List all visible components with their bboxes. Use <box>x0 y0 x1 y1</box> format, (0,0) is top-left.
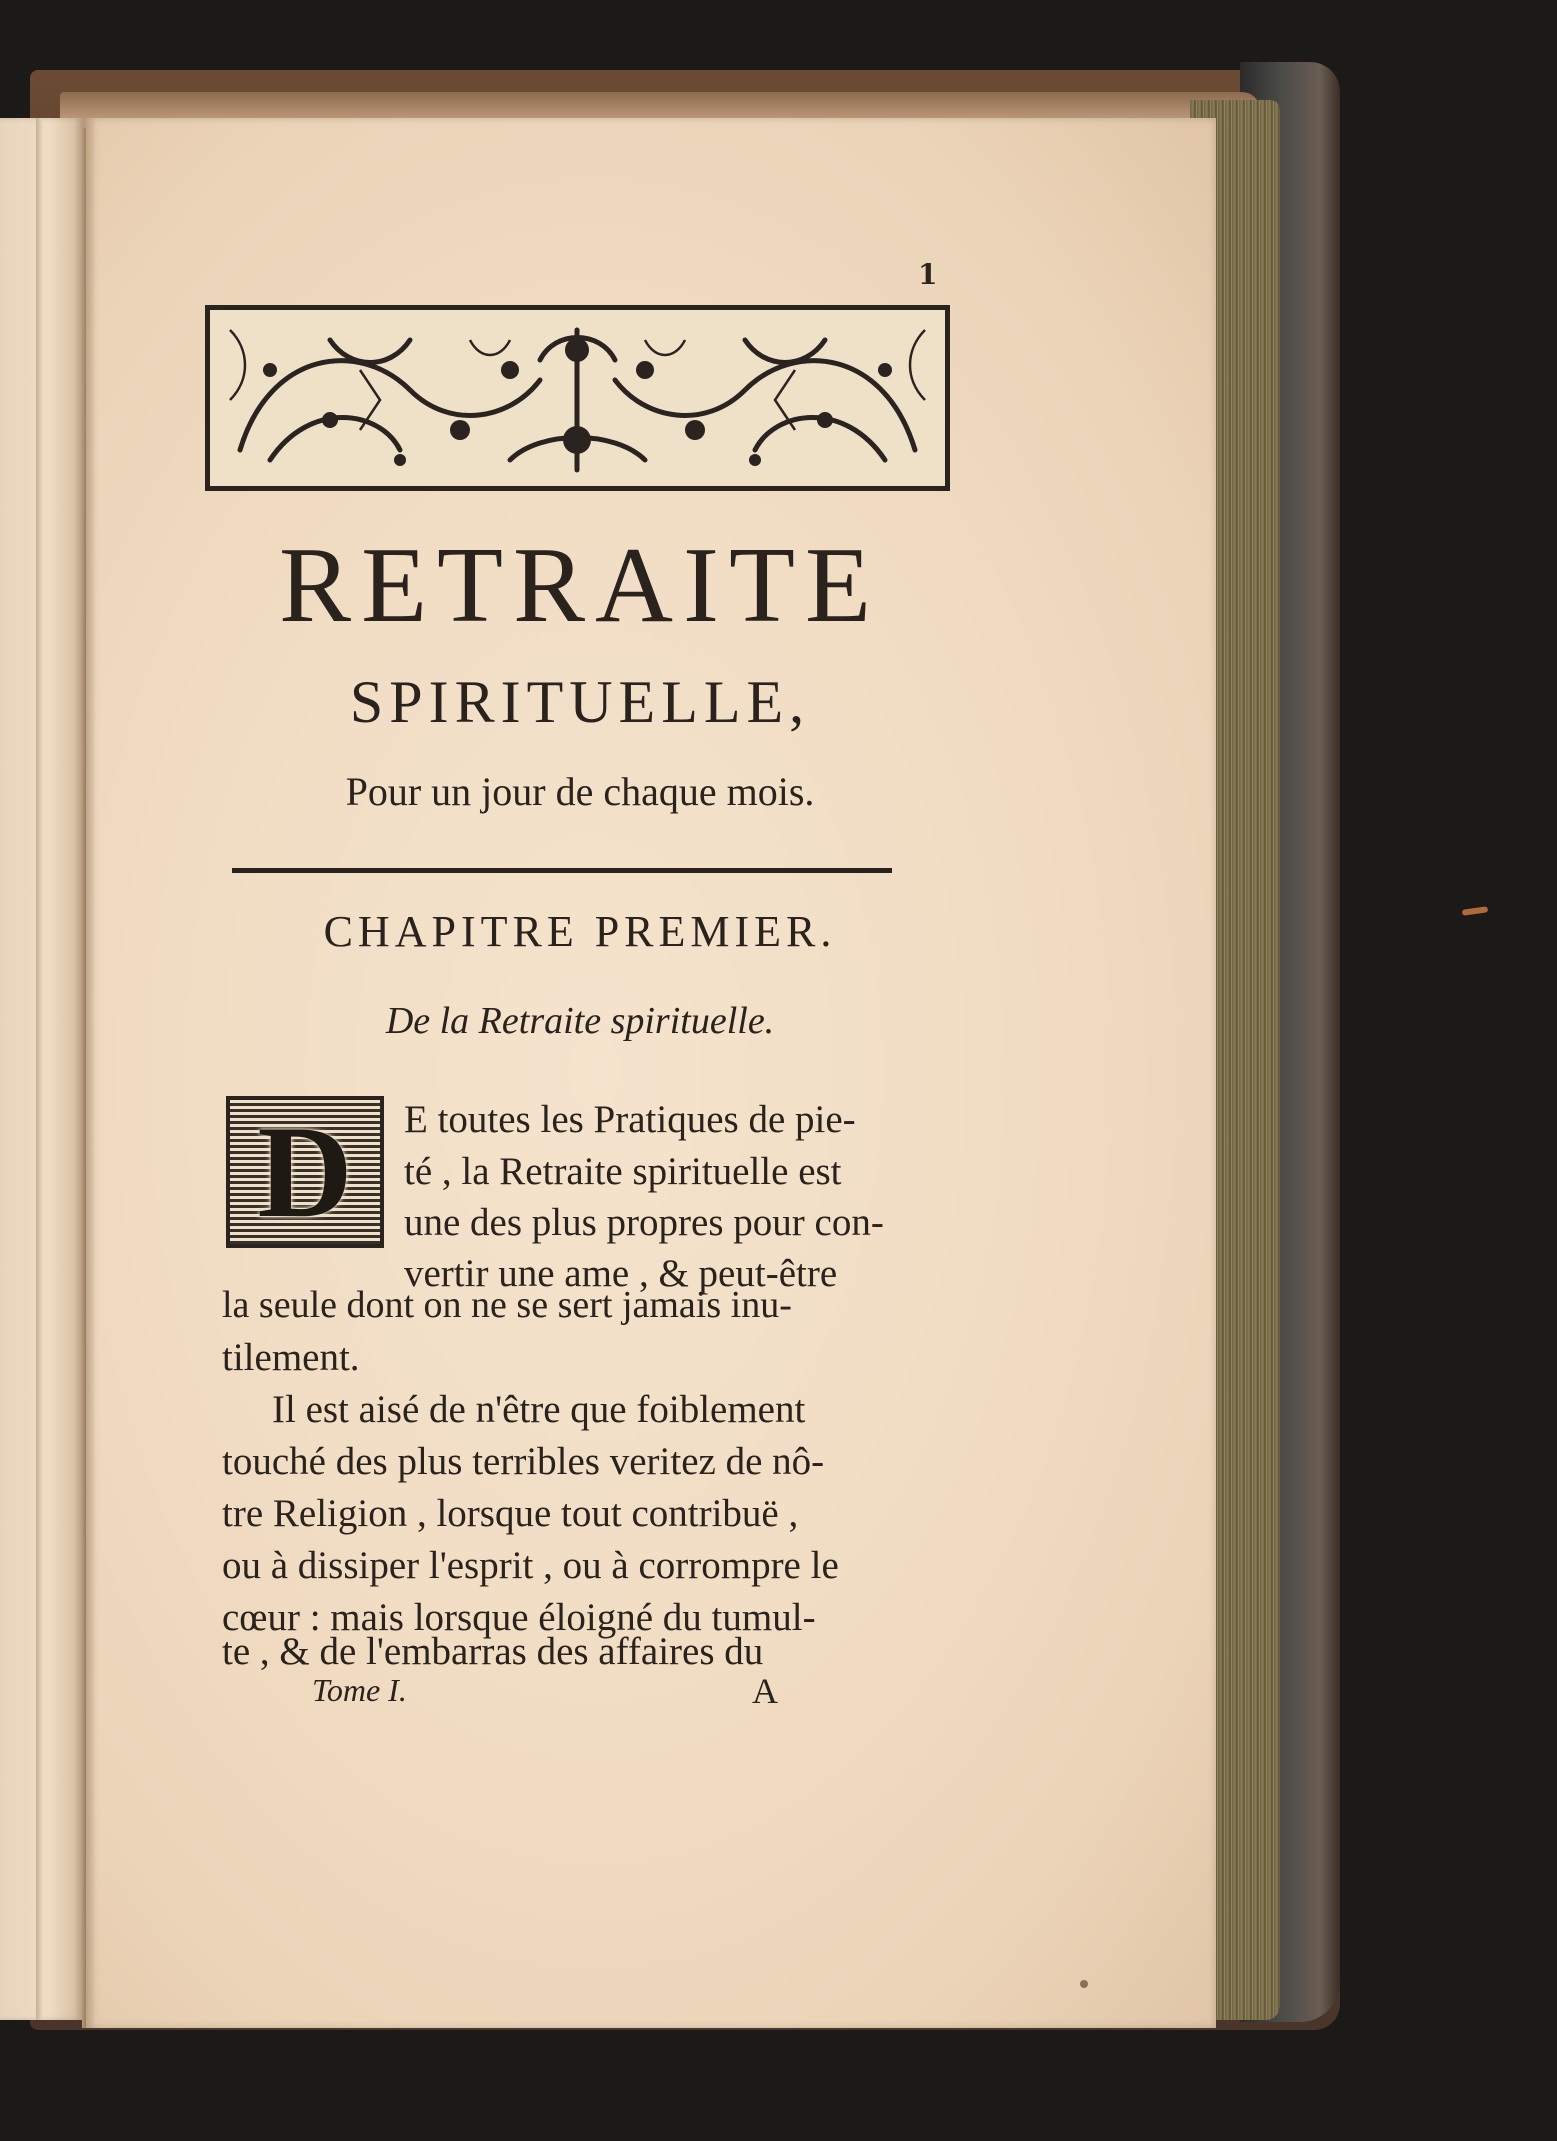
drop-cap <box>226 1096 384 1248</box>
book-tagline: Pour un jour de chaque mois. <box>345 769 815 814</box>
body-line: té , la Retraite spirituelle est <box>404 1150 842 1193</box>
book-title: RETRAITE <box>279 526 881 645</box>
body-line: la seule dont on ne se sert jamais inu- <box>222 1284 792 1326</box>
body-line: te , & de l'embarras des affaires du <box>222 1630 764 1673</box>
page-number: 1 <box>918 258 938 291</box>
headpiece-ornament <box>205 305 950 491</box>
body-line: Il est aisé de n'être que foiblement <box>272 1388 806 1431</box>
signature-mark: A <box>752 1671 778 1711</box>
page-gutter <box>82 118 96 2028</box>
body-line: une des plus propres pour con- <box>404 1201 884 1244</box>
body-line: cœur : mais lorsque éloigné du tumul- <box>222 1596 816 1639</box>
body-line: tre Religion , lorsque tout contribuë , <box>222 1492 799 1535</box>
volume-footer: Tome I. <box>312 1672 407 1708</box>
debris-mark <box>1462 906 1489 916</box>
body-line: touché des plus terribles veritez de nô- <box>222 1440 825 1483</box>
body-line: ou à dissiper l'esprit , ou à corrompre le <box>222 1544 839 1587</box>
title-rule <box>232 868 892 873</box>
left-page <box>0 118 82 2020</box>
book-subtitle: SPIRITUELLE, <box>349 669 811 735</box>
body-line: vertir une ame , & peut-être <box>404 1252 838 1295</box>
chapter-heading: CHAPITRE PREMIER. <box>323 907 837 956</box>
body-line: tilement. <box>222 1336 360 1379</box>
chapter-subtitle: De la Retraite spirituelle. <box>385 1000 775 1042</box>
drop-cap-letter: D <box>257 1098 353 1245</box>
paper-spot <box>1080 1980 1088 1988</box>
body-line: E toutes les Pratiques de pie- <box>404 1098 856 1141</box>
